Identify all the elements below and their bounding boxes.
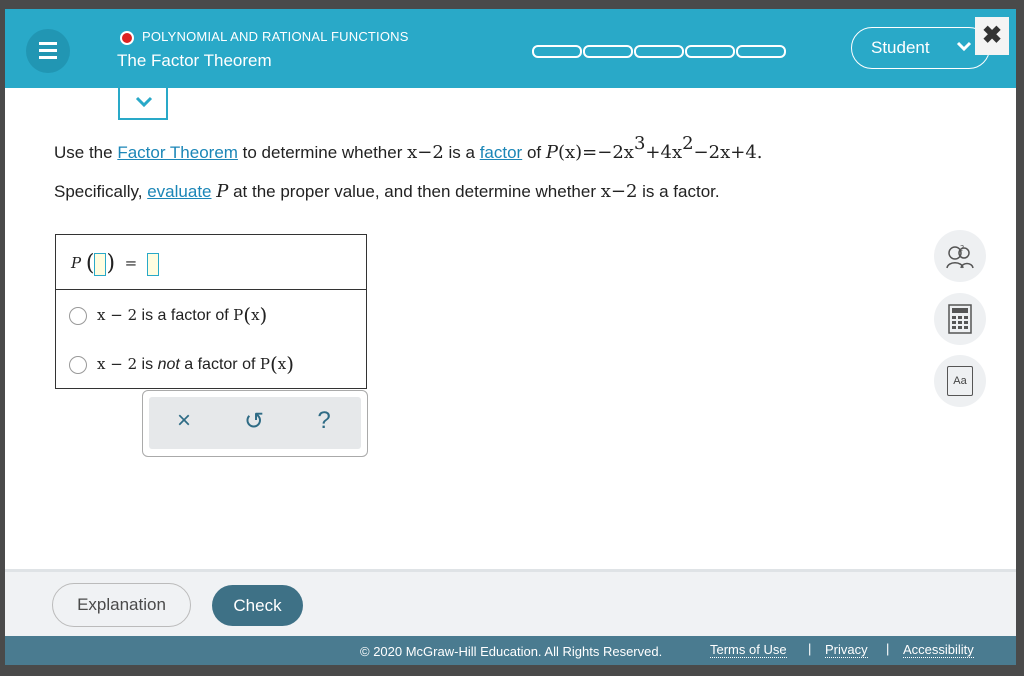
terms-link[interactable]: Terms of Use <box>710 642 787 657</box>
progress-segment <box>532 45 582 58</box>
app-window <box>5 9 1016 665</box>
topic-status-dot <box>120 31 134 45</box>
topic-label: POLYNOMIAL AND RATIONAL FUNCTIONS <box>142 29 409 44</box>
student-label: Student <box>871 38 930 57</box>
svg-text:?: ? <box>960 244 965 253</box>
glossary-label: Aa <box>947 366 973 396</box>
x-value-input[interactable] <box>94 253 106 276</box>
option-is-not-factor[interactable]: x − 2 is not a factor of P(x) <box>69 350 294 374</box>
privacy-link[interactable]: Privacy <box>825 642 868 657</box>
evaluation-expression: P ( ) = <box>71 249 159 276</box>
evaluate-link[interactable]: evaluate <box>147 182 212 201</box>
math-expr: x−2 <box>407 142 444 163</box>
radio-is-not-factor[interactable] <box>69 356 87 374</box>
math-expr: x−2 <box>600 181 638 202</box>
calculator-icon[interactable] <box>934 293 986 345</box>
separator: | <box>808 641 812 656</box>
ask-question-icon[interactable] <box>934 230 986 282</box>
progress-segment <box>634 45 684 58</box>
radio-is-factor[interactable] <box>69 307 87 325</box>
help-icon[interactable]: ? <box>317 407 331 434</box>
header-bar <box>5 9 1016 88</box>
factor-link[interactable]: factor <box>479 143 523 162</box>
glossary-icon[interactable] <box>934 355 986 407</box>
copyright-bar <box>5 636 1016 665</box>
result-input[interactable] <box>147 253 159 276</box>
separator: | <box>886 641 890 656</box>
chevron-down-icon <box>956 39 972 55</box>
accessibility-link[interactable]: Accessibility <box>903 642 974 657</box>
collapse-tab[interactable] <box>118 88 168 120</box>
question-line-2: Specifically, evaluate P at the proper value, and then determine whether x−2 is a factor. <box>54 181 720 202</box>
progress-segment <box>583 45 633 58</box>
close-icon[interactable]: ✖ <box>975 17 1009 55</box>
lesson-title: The Factor Theorem <box>117 51 272 70</box>
check-button[interactable]: Check <box>212 585 303 626</box>
chevron-down-icon <box>134 96 154 108</box>
option-is-factor[interactable]: x − 2 is a factor of P(x) <box>69 301 267 325</box>
menu-button[interactable] <box>26 29 70 73</box>
undo-icon[interactable]: ↺ <box>243 408 265 435</box>
clear-icon[interactable]: × <box>176 407 191 434</box>
progress-segment <box>736 45 786 58</box>
answer-toolbar <box>142 390 368 457</box>
explanation-button[interactable]: Explanation <box>52 583 191 627</box>
evaluation-row <box>56 235 366 290</box>
progress-bar <box>532 45 787 58</box>
student-menu-button[interactable] <box>851 27 990 69</box>
answer-box <box>55 234 367 389</box>
copyright-text: © 2020 McGraw-Hill Education. All Rights Reserved. <box>360 644 663 659</box>
factor-theorem-link[interactable]: Factor Theorem <box>117 143 238 162</box>
question-line-1: Use the Factor Theorem to determine whether x−2 is a factor of $P(x)=-2x^3+4x^2-2x+4$. <box>54 133 763 163</box>
progress-segment <box>685 45 735 58</box>
menu-icon <box>39 42 57 45</box>
